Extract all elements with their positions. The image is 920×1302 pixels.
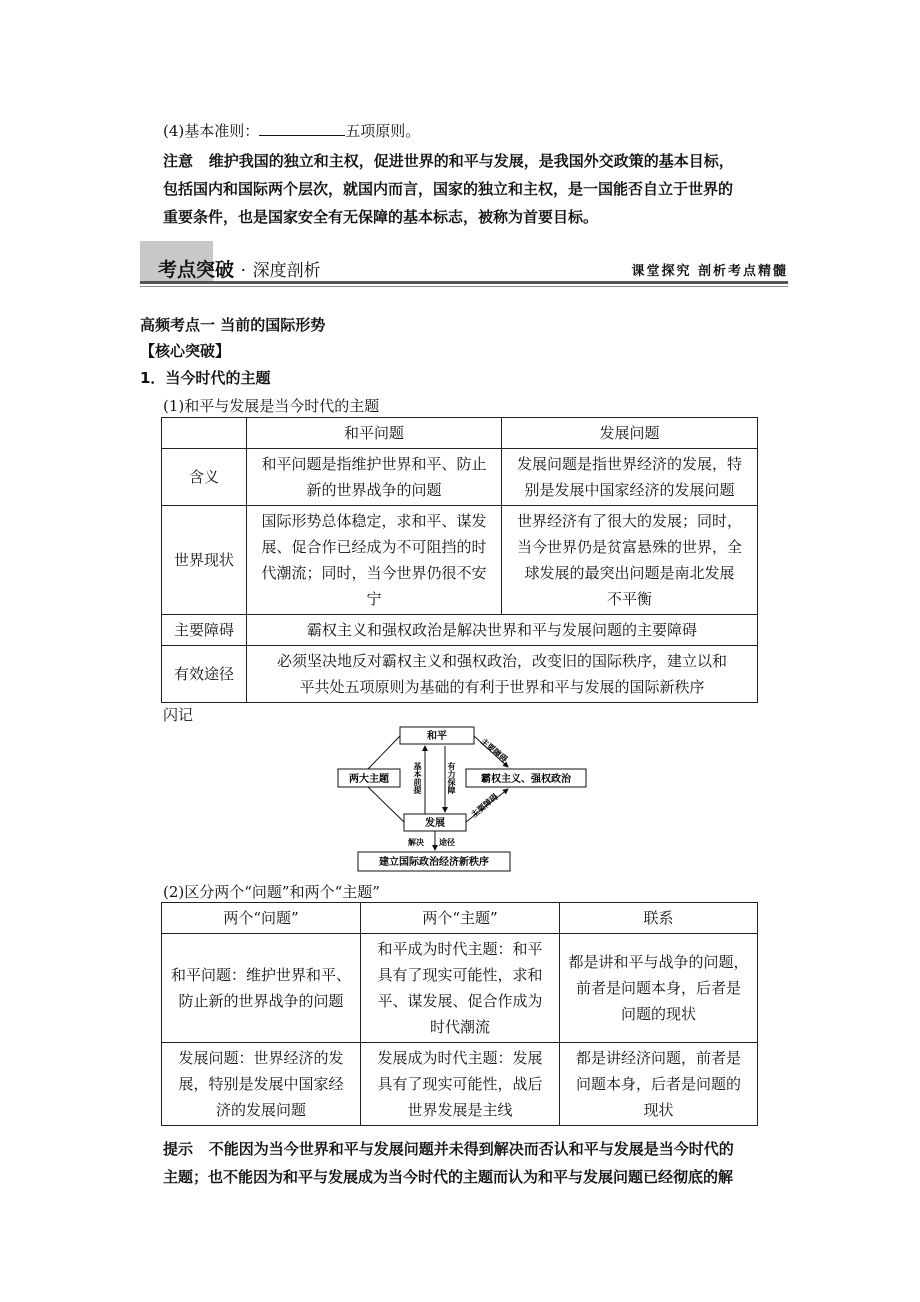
row-label: 含义 <box>162 449 247 506</box>
cell-link: 都是讲经济问题，前者是 问题本身，后者是问题的 现状 <box>560 1043 758 1126</box>
diagram-obstacle-top: 主要障碍 <box>478 735 510 765</box>
diagram-new-order: 建立国际政治经济新秩序 <box>379 857 489 868</box>
diagram-obstacle-bottom: 主要障碍 <box>468 791 500 820</box>
subheading-1: (1)和平与发展是当今时代的主题 <box>163 397 380 415</box>
row-label: 主要障碍 <box>162 615 247 646</box>
table-row <box>162 449 758 506</box>
note-label: 注意 <box>163 152 194 170</box>
table-header-development: 发展问题 <box>502 418 758 449</box>
table-row <box>162 1043 758 1126</box>
flash-label: 闪记 <box>163 706 194 724</box>
tip-text: 不能因为当今世界和平与发展问题并未得到解决而否认和平与发展是当今时代的 <box>208 1140 734 1158</box>
table-header-problems: 两个“问题” <box>162 903 361 934</box>
cell-peace: 和平问题是指维护世界和平、防止 新的世界战争的问题 <box>247 449 502 506</box>
section-heading: 高频考点一 当前的国际形势 <box>140 316 326 334</box>
diagram-peace: 和平 <box>427 731 447 742</box>
diagram-guarantee: 有力保障 <box>447 762 457 794</box>
diagram-two-themes: 两大主题 <box>349 774 389 785</box>
banner-title: 考点突破 · 深度剖析 <box>158 259 321 281</box>
compare-table <box>161 902 758 1126</box>
cell-problem: 发展问题：世界经济的发 展，特别是发展中国家经 济的发展问题 <box>162 1043 361 1126</box>
table-row <box>162 646 758 703</box>
cell-obstacle: 霸权主义和强权政治是解决世界和平与发展问题的主要障碍 <box>247 615 758 646</box>
cell-problem: 和平问题：维护世界和平、 防止新的世界战争的问题 <box>162 934 361 1043</box>
cell-peace: 国际形势总体稳定，求和平、谋发 展、促合作已经成为不可阻挡的时 代潮流；同时，当今世界仍很不安 宁 <box>247 506 502 615</box>
diagram-basic-premise: 基本前提 <box>413 762 423 794</box>
diagram-solve: 解决 <box>408 837 424 847</box>
table-header-link: 联系 <box>560 903 758 934</box>
cell-theme: 发展成为时代主题：发展 具有了现实可能性，战后 世界发展是主线 <box>361 1043 560 1126</box>
tip-line-1 <box>163 1138 734 1159</box>
table-header-themes: 两个“主题” <box>361 903 560 934</box>
basic-rule-prefix: (4)基本准则： <box>163 122 260 140</box>
themes-diagram <box>330 722 590 878</box>
banner-rule <box>140 281 788 284</box>
banner-rule-thin <box>140 286 788 287</box>
cell-development: 世界经济有了很大的发展；同时， 当今世界仍是贫富悬殊的世界，全 球发展的最突出问题是南北发展 不平衡 <box>502 506 758 615</box>
row-label: 世界现状 <box>162 506 247 615</box>
cell-theme: 和平成为时代主题：和平 具有了现实可能性，求和 平、谋发展、促合作成为 时代潮流 <box>361 934 560 1043</box>
table-row <box>162 506 758 615</box>
section-banner <box>140 241 788 287</box>
note-line-2: 包括国内和国际两个层次，就国内而言，国家的独立和主权，是一国能否自立于世界的 <box>163 180 734 198</box>
row-label: 有效途径 <box>162 646 247 703</box>
tip-label: 提示 <box>163 1140 194 1158</box>
diagram-hegemony: 霸权主义、强权政治 <box>481 774 571 785</box>
cell-development: 发展问题是指世界经济的发展，特 别是发展中国家经济的发展问题 <box>502 449 758 506</box>
connector <box>368 787 404 822</box>
diagram-development: 发展 <box>425 818 445 829</box>
connector <box>368 736 400 769</box>
basic-rule-suffix: 五项原则。 <box>345 122 421 140</box>
core-tag: 【核心突破】 <box>140 342 231 360</box>
note-line-3: 重要条件，也是国家安全有无保障的基本标志，被称为首要目标。 <box>163 208 599 226</box>
table-header-empty <box>162 418 247 449</box>
diagram-path: 途径 <box>439 837 455 847</box>
cell-path: 必须坚决地反对霸权主义和强权政治，改变旧的国际秩序，建立以和 平共处五项原则为基础的有利于世界和平与发展的国际新秩序 <box>247 646 758 703</box>
note-line-1 <box>163 150 734 171</box>
themes-table <box>161 417 758 703</box>
subheading-2: (2)区分两个“问题”和两个“主题” <box>163 883 380 901</box>
table-header-peace: 和平问题 <box>247 418 502 449</box>
banner-right-text: 课堂探究 剖析考点精髓 <box>631 264 788 279</box>
cell-link: 都是讲和平与战争的问题， 前者是问题本身，后者是 问题的现状 <box>560 934 758 1043</box>
basic-rule-line <box>163 120 420 141</box>
item-1-title: 1．当今时代的主题 <box>140 369 271 387</box>
table-row <box>162 934 758 1043</box>
tip-line-2: 主题；也不能因为和平与发展成为当今时代的主题而认为和平与发展问题已经彻底的解 <box>163 1168 734 1186</box>
table-row <box>162 615 758 646</box>
fill-blank[interactable] <box>259 121 345 136</box>
note-text: 维护我国的独立和主权，促进世界的和平与发展，是我国外交政策的基本目标， <box>208 152 734 170</box>
